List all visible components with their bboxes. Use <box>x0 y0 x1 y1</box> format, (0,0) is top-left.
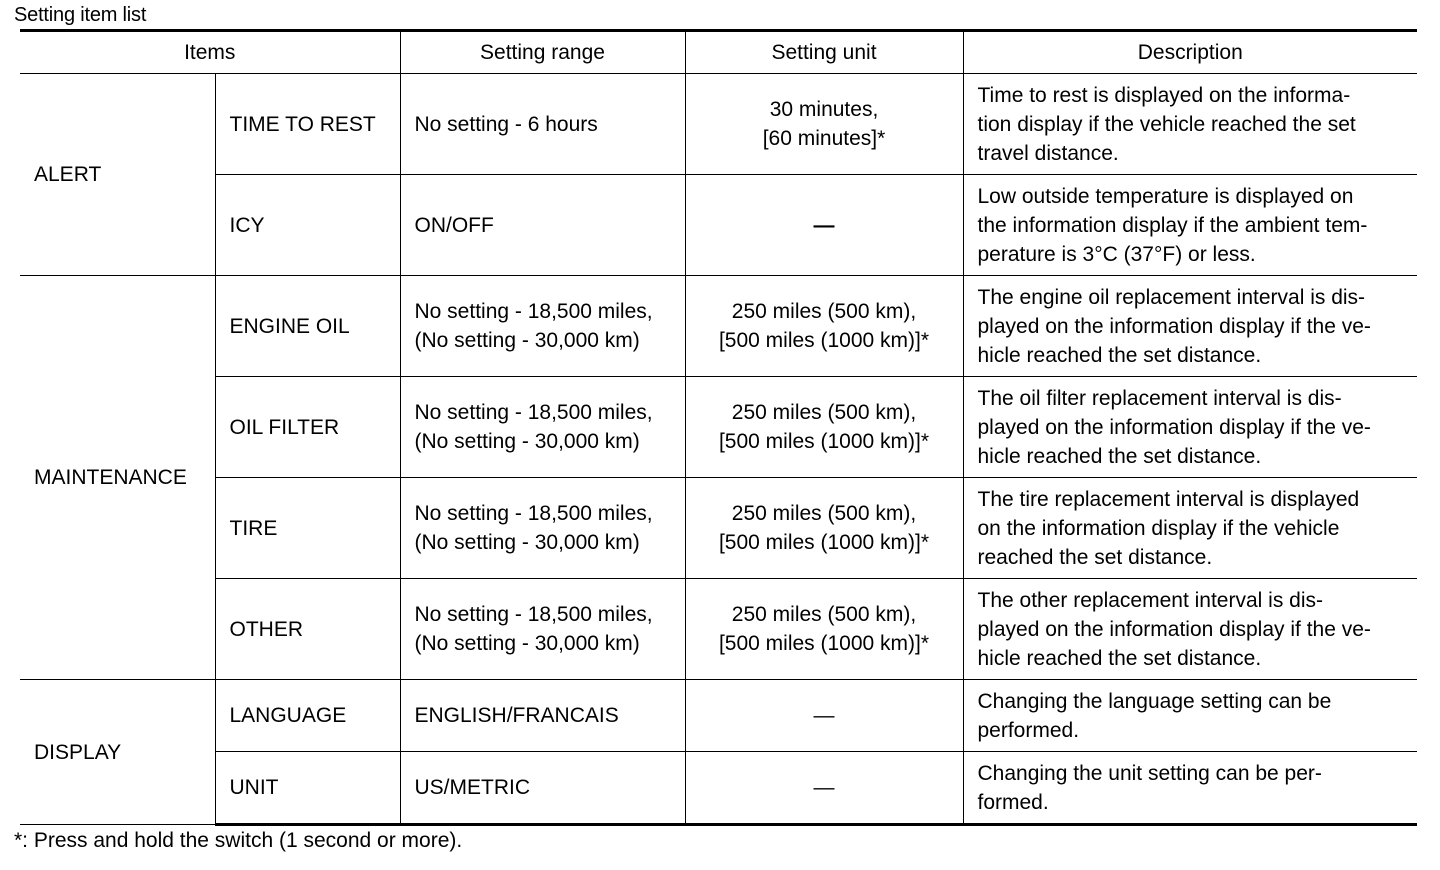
setting-unit-cell <box>685 680 963 752</box>
not-applicable-dash: — <box>813 213 835 237</box>
setting-range-cell: No setting - 18,500 miles, (No setting - 30,000 km) <box>400 579 685 680</box>
description-cell: The tire replacement interval is displayed on the information display if the vehicle reached the set distance. <box>963 478 1417 579</box>
item-name: ICY <box>215 175 400 276</box>
table-row <box>20 752 1417 825</box>
group-alert: ALERT <box>20 74 215 276</box>
setting-range-cell: No setting - 6 hours <box>400 74 685 175</box>
setting-range-cell: No setting - 18,500 miles, (No setting - 30,000 km) <box>400 377 685 478</box>
setting-range-cell: No setting - 18,500 miles, (No setting - 30,000 km) <box>400 478 685 579</box>
item-name: UNIT <box>215 752 400 825</box>
description-cell: The oil filter replacement interval is dis- played on the information display if the ve- hicle reached the set distance. <box>963 377 1417 478</box>
setting-unit-cell <box>685 752 963 825</box>
description-cell: Changing the unit setting can be per- formed. <box>963 752 1417 825</box>
footnote: *: Press and hold the switch (1 second or more). <box>14 829 463 852</box>
table-caption: Setting item list <box>14 4 147 26</box>
item-name: TIME TO REST <box>215 74 400 175</box>
header-items: Items <box>20 31 400 74</box>
item-name: OTHER <box>215 579 400 680</box>
item-name: TIRE <box>215 478 400 579</box>
item-name: ENGINE OIL <box>215 276 400 377</box>
setting-unit-cell: 250 miles (500 km), [500 miles (1000 km)]* <box>685 276 963 377</box>
description-cell: Time to rest is displayed on the informa- tion display if the vehicle reached the set travel distance. <box>963 74 1417 175</box>
group-display: DISPLAY <box>20 680 215 825</box>
item-name: LANGUAGE <box>215 680 400 752</box>
setting-item-table <box>20 29 1417 826</box>
header-row <box>20 31 1417 74</box>
table-row <box>20 276 1417 377</box>
description-cell: Changing the language setting can be performed. <box>963 680 1417 752</box>
setting-range-cell: ON/OFF <box>400 175 685 276</box>
table-row <box>20 478 1417 579</box>
header-setting-range: Setting range <box>400 31 685 74</box>
setting-unit-cell: 30 minutes, [60 minutes]* <box>685 74 963 175</box>
table-row <box>20 377 1417 478</box>
table-row <box>20 74 1417 175</box>
setting-unit-cell: 250 miles (500 km), [500 miles (1000 km)]* <box>685 377 963 478</box>
table-row <box>20 175 1417 276</box>
not-applicable-dash: — <box>813 704 835 727</box>
setting-range-cell: No setting - 18,500 miles, (No setting - 30,000 km) <box>400 276 685 377</box>
description-cell: The other replacement interval is dis- played on the information display if the ve- hicle reached the set distance. <box>963 579 1417 680</box>
description-cell: Low outside temperature is displayed on the information display if the ambient tem- perature is 3°C (37°F) or less. <box>963 175 1417 276</box>
setting-unit-cell <box>685 175 963 276</box>
header-setting-unit: Setting unit <box>685 31 963 74</box>
group-maintenance: MAINTENANCE <box>20 276 215 680</box>
setting-unit-cell: 250 miles (500 km), [500 miles (1000 km)]* <box>685 579 963 680</box>
header-description: Description <box>963 31 1417 74</box>
table-row <box>20 680 1417 752</box>
setting-range-cell: ENGLISH/FRANCAIS <box>400 680 685 752</box>
not-applicable-dash: — <box>813 776 835 799</box>
description-cell: The engine oil replacement interval is dis- played on the information display if the ve- hicle reached the set distance. <box>963 276 1417 377</box>
table-row <box>20 579 1417 680</box>
setting-unit-cell: 250 miles (500 km), [500 miles (1000 km)]* <box>685 478 963 579</box>
setting-range-cell: US/METRIC <box>400 752 685 825</box>
item-name: OIL FILTER <box>215 377 400 478</box>
